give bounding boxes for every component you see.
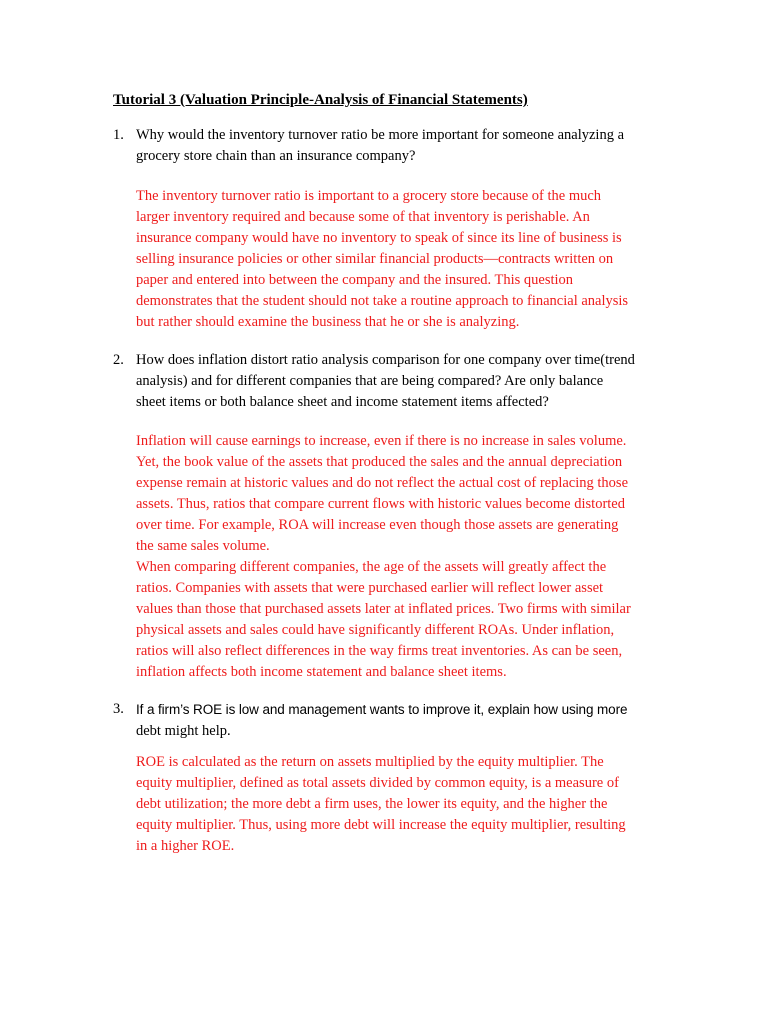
document-title: Tutorial 3 (Valuation Principle-Analysis of Financial Statements) bbox=[113, 92, 528, 108]
question-text: How does inflation distort ratio analysis comparison for one company over time(trend analysis) and for different companies that are being compared? Are only balance sheet items or both balance sheet and income statement items affected? bbox=[136, 352, 635, 410]
question-number: 1. bbox=[113, 127, 124, 143]
question-number: 2. bbox=[113, 352, 124, 368]
question-text: Why would the inventory turnover ratio be more important for someone analyzing a grocery store chain than an insurance company? bbox=[136, 127, 625, 164]
question-text-line: If a firm’s ROE is low and management wants to improve it, explain how using more bbox=[136, 702, 628, 717]
question-text bbox=[136, 699, 673, 742]
answer-3: ROE is calculated as the return on assets multiplied by the equity multiplier. The equity multiplier, defined as total assets divided by common equity, is a measure of debt utilization; the more debt a firm uses, the lower its equity, and the higher the equity multiplier. Thus, using more debt will increase the equity multiplier, resulting in a higher ROE. bbox=[136, 754, 626, 854]
question-2 bbox=[113, 350, 673, 413]
question-text-line: debt might help. bbox=[136, 723, 231, 739]
question-3 bbox=[113, 699, 673, 742]
question-number: 3. bbox=[113, 701, 124, 717]
question-1 bbox=[113, 125, 673, 167]
answer-2: Inflation will cause earnings to increase, even if there is no increase in sales volume. Yet, the book value of the assets that produced the sales and the annual depreciation expense remain at historic values and do not reflect the actual cost of replacing those assets. Thus, ratios that compare current flows with historic values become distorted over time. For example, ROA will increase even though those assets are generating the same sales volume. When comparing different companies, the age of the assets will greatly affect the ratios. Companies with assets that were purchased earlier will reflect lower asset values than those that purchased assets later at inflated prices. Two firms with similar physical assets and sales could have significantly different ROAs. Under inflation, ratios will also reflect differences in the way firms treat inventories. As can be seen, inflation affects both income statement and balance sheet items. bbox=[136, 433, 631, 680]
answer-1: The inventory turnover ratio is important to a grocery store because of the much larger inventory required and because some of that inventory is perishable. An insurance company would have no inventory to speak of since its line of business is selling insurance policies or other similar financial products—contracts written on paper and entered into between the company and the insured. This question demonstrates that the student should not take a routine approach to financial analysis but rather should examine the business that he or she is analyzing. bbox=[136, 188, 629, 330]
